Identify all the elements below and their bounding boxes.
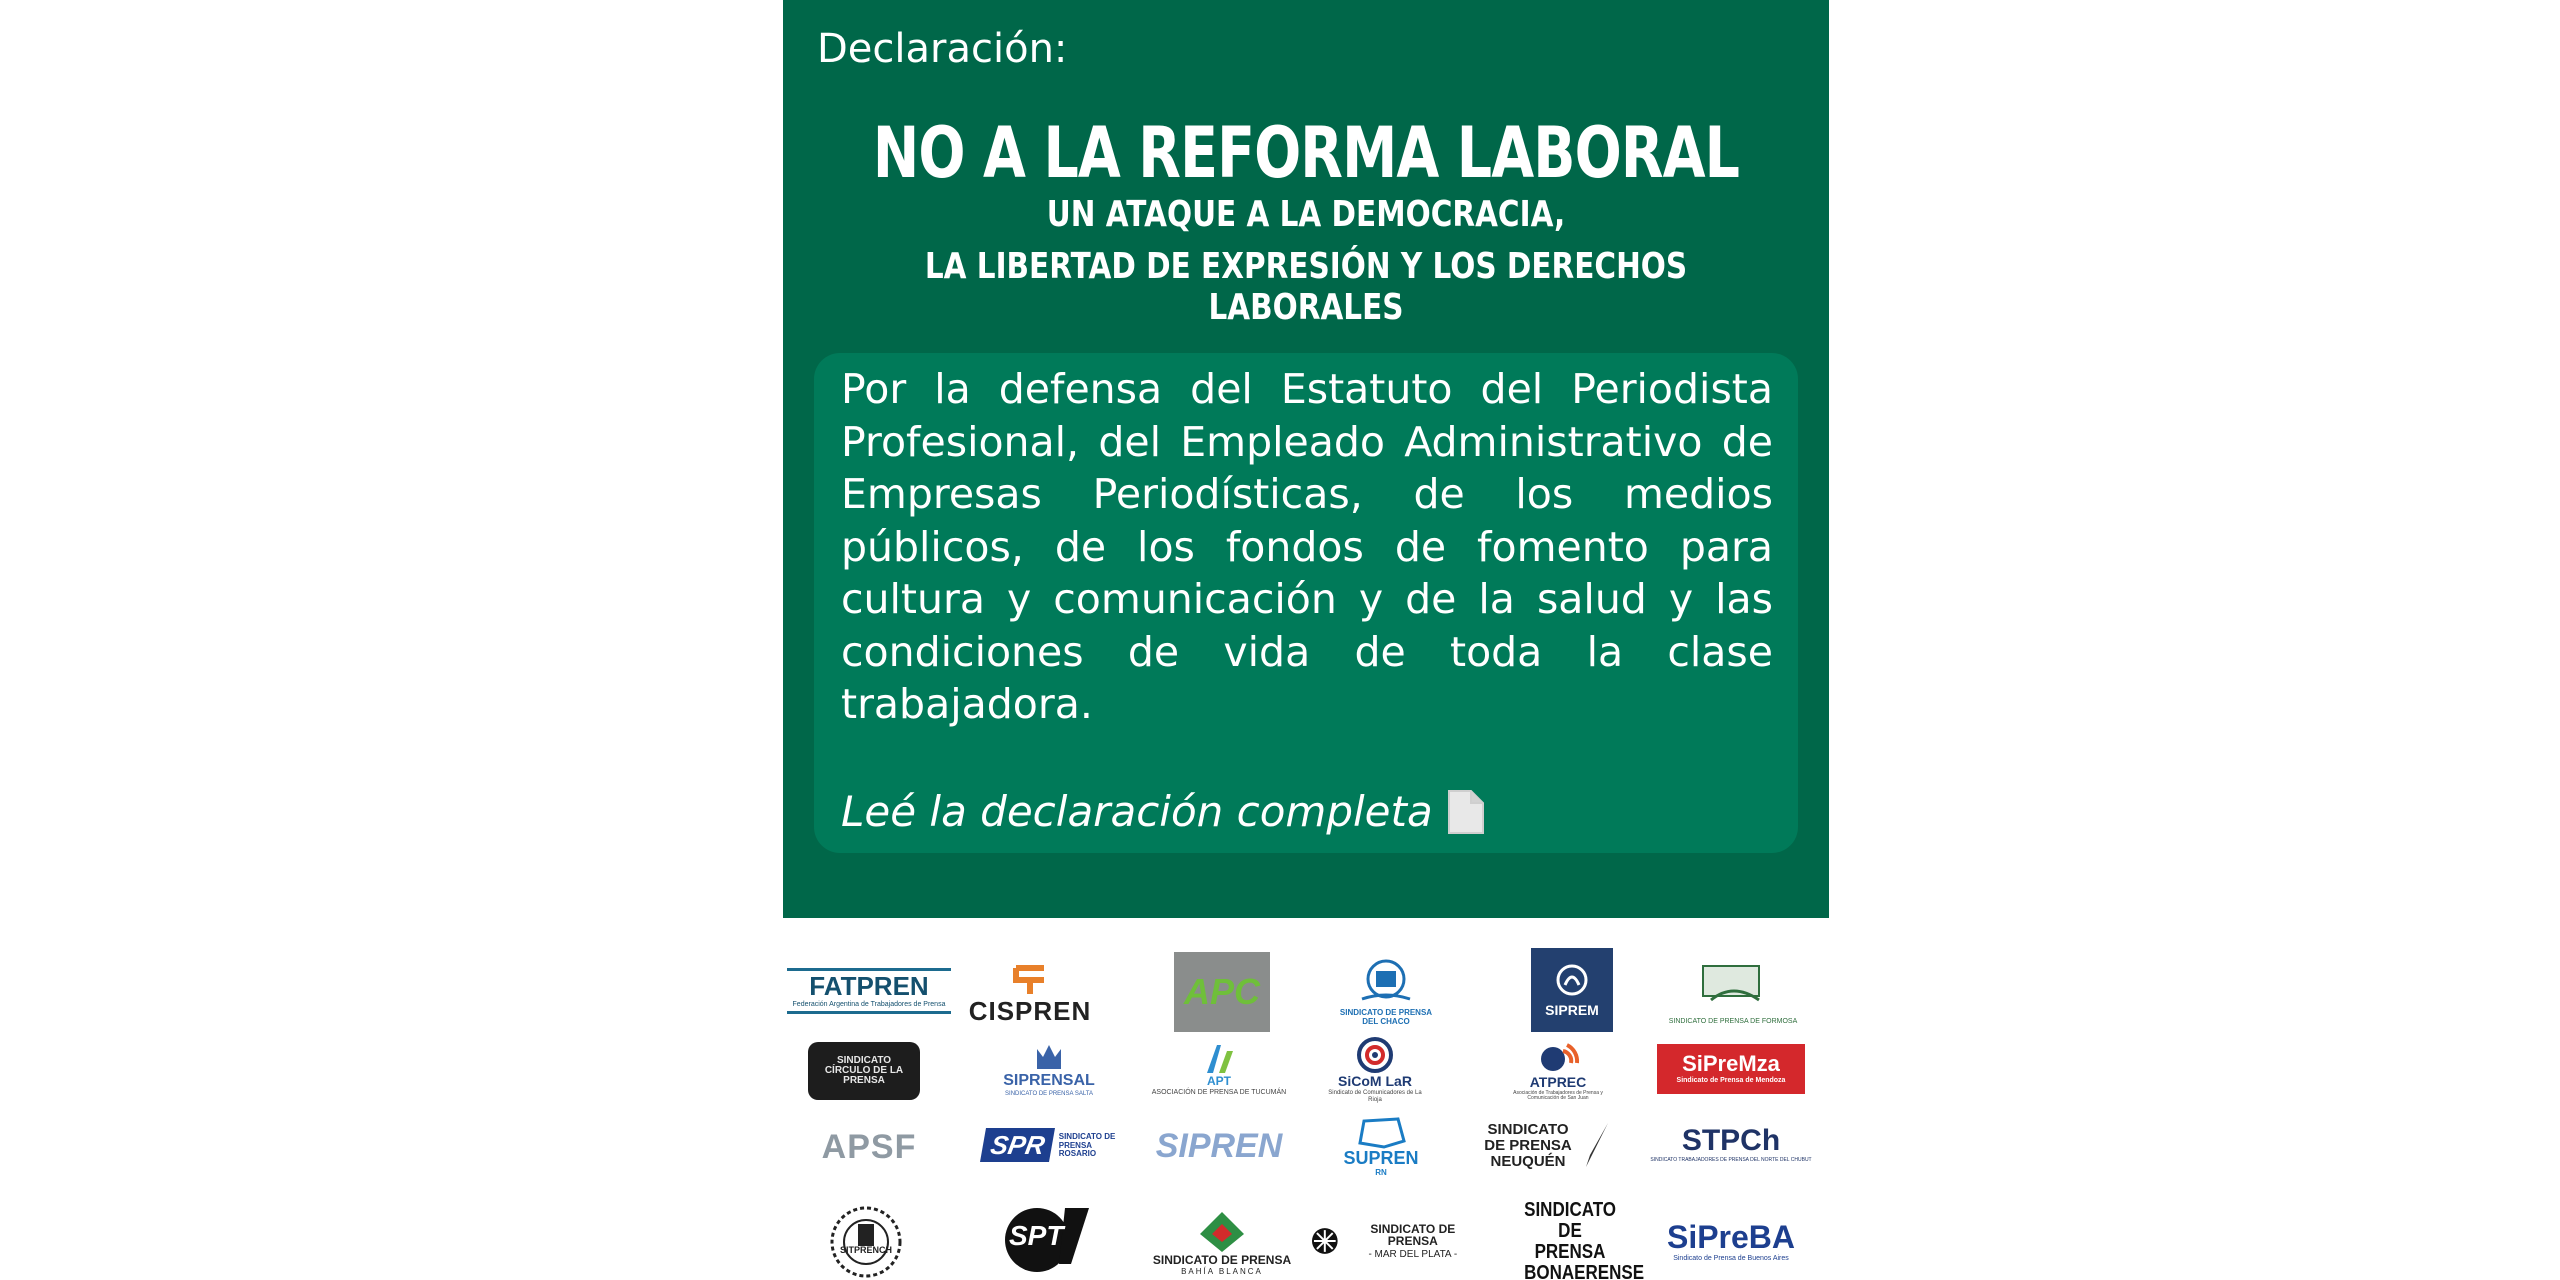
spr-logo xyxy=(971,1122,1131,1168)
apt-name: APT xyxy=(1207,1074,1231,1089)
mdp-name: SINDICATO DE PRENSA xyxy=(1370,1221,1456,1248)
mdp-wheel-icon xyxy=(1311,1227,1339,1255)
union-logos xyxy=(783,930,1829,1280)
apt-logo xyxy=(1149,1034,1289,1104)
formosa-logo xyxy=(1663,950,1803,1036)
supren-map-icon xyxy=(1354,1115,1408,1149)
supren-tagline: RN xyxy=(1375,1167,1387,1177)
declaration-poster xyxy=(783,0,1829,918)
declaration-body: Por la defensa del Estatuto del Periodista Profesional, del Empleado Administrativo de Empresas Periodísticas, de los medios públicos, de los fondos de fomento para cultura y comunicación y de la salud y las condiciones de vida de toda la clase trabajadora. xyxy=(841,365,1773,728)
neuquen-logo xyxy=(1473,1116,1613,1176)
sipreba-tagline: Sindicato de Prensa de Buenos Aires xyxy=(1673,1255,1789,1263)
bahia-tagline: BAHÍA BLANCA xyxy=(1181,1266,1263,1276)
sicomlar-target-icon xyxy=(1356,1036,1394,1074)
declaration-label: Declaración: xyxy=(817,26,1068,72)
read-full-declaration-link[interactable] xyxy=(841,787,1485,836)
apt-emblem-icon xyxy=(1199,1041,1239,1075)
apsf-logo xyxy=(797,1122,941,1172)
bonaerense-logo xyxy=(1515,1199,1645,1280)
chaco-logo xyxy=(1331,950,1441,1034)
atprec-tagline: Asociación de Trabajadores de Prensa y Comunicación de San Juan xyxy=(1513,1089,1603,1101)
chaco-emblem-icon xyxy=(1358,957,1414,1007)
fatpren-name: FATPREN xyxy=(809,971,929,1002)
fatpren-logo xyxy=(787,968,951,1014)
spt-logo xyxy=(999,1202,1099,1278)
sipreba-logo xyxy=(1655,1214,1807,1270)
sitprench-name: SITPRENCH xyxy=(839,1245,892,1255)
sipremza-logo xyxy=(1657,1044,1805,1094)
bahia-diamond-icon xyxy=(1196,1210,1248,1254)
bonaerense-name: SINDICATO DE PRENSA BONAERENSE xyxy=(1524,1199,1645,1280)
cispren-logo xyxy=(968,954,1092,1034)
sipreba-name: SiPreBA xyxy=(1666,1219,1796,1256)
spr-tagline: SINDICATO DE PRENSA ROSARIO xyxy=(1058,1131,1116,1159)
sitprench-seal-icon xyxy=(828,1204,904,1280)
siprensal-tagline: SINDICATO DE PRENSA SALTA xyxy=(1005,1090,1093,1097)
stpch-logo xyxy=(1649,1120,1813,1170)
apsf-name: APSF xyxy=(821,1128,917,1166)
fatpren-tagline: Federación Argentina de Trabajadores de Prensa xyxy=(792,1001,946,1009)
sicomlar-tagline: Sindicato de Comunicadores de La Rioja xyxy=(1328,1090,1422,1103)
circulo-logo xyxy=(805,1038,923,1104)
stpch-tagline: SINDICATO TRABAJADORES DE PRENSA DEL NORTE DEL CHUBUT xyxy=(1650,1157,1812,1164)
spt-name: SPT xyxy=(1009,1220,1064,1251)
neuquen-name: SINDICATO DE PRENSA NEUQUÉN xyxy=(1484,1121,1572,1170)
sipren-logo xyxy=(1149,1116,1289,1176)
stpch-name: STPCh xyxy=(1681,1124,1781,1158)
neuquen-quill-icon xyxy=(1580,1121,1610,1171)
sipremza-name: SiPreMza xyxy=(1682,1051,1780,1077)
chaco-tagline: SINDICATO DE PRENSA DEL CHACO xyxy=(1339,1008,1433,1026)
sipren-name: SIPREN xyxy=(1155,1127,1283,1165)
atprec-name: ATPREC xyxy=(1529,1073,1587,1090)
apc-name: APC xyxy=(1183,971,1260,1012)
formosa-tagline: SINDICATO DE PRENSA DE FORMOSA xyxy=(1668,1018,1798,1026)
supren-name: SUPREN xyxy=(1343,1147,1419,1168)
bahia-logo xyxy=(1149,1200,1295,1280)
circulo-name: SINDICATO CÍRCULO DE LA PRENSA xyxy=(824,1055,904,1086)
siprensal-crown-icon xyxy=(1034,1041,1064,1073)
atprec-logo xyxy=(1503,1024,1613,1112)
supren-logo xyxy=(1331,1108,1431,1184)
sipremza-tagline: Sindicato de Prensa de Mendoza xyxy=(1676,1077,1786,1085)
bahia-name: SINDICATO DE PRENSA xyxy=(1152,1252,1292,1267)
cispren-emblem-icon xyxy=(1010,964,1050,998)
apt-tagline: ASOCIACIÓN DE PRENSA DE TUCUMÁN xyxy=(1151,1089,1287,1097)
siprensal-logo xyxy=(1001,1034,1097,1104)
apc-logo xyxy=(1174,952,1270,1032)
subheadline-2: LA LIBERTAD DE EXPRESIÓN Y LOS DERECHOS LABORALES xyxy=(924,246,1688,328)
atprec-signal-icon xyxy=(1533,1035,1583,1075)
declaration-card xyxy=(814,353,1798,853)
sitprench-logo xyxy=(823,1200,909,1280)
mdp-logo xyxy=(1311,1216,1481,1266)
siprensal-name: SIPRENSAL xyxy=(1003,1071,1095,1089)
formosa-emblem-icon xyxy=(1693,960,1773,1016)
siprem-logo xyxy=(1531,948,1613,1032)
document-icon xyxy=(1447,789,1485,835)
sicomlar-name: SiCoM LaR xyxy=(1338,1073,1412,1090)
read-full-declaration-label: Leé la declaración completa xyxy=(841,787,1433,836)
siprem-emblem-icon xyxy=(1555,963,1589,997)
cispren-name: CISPREN xyxy=(968,996,1092,1026)
mdp-tagline: - MAR DEL PLATA - xyxy=(1368,1248,1458,1260)
sicomlar-logo xyxy=(1327,1034,1423,1106)
headline: NO A LA REFORMA LABORAL xyxy=(872,112,1740,194)
spr-name: SPR xyxy=(988,1130,1048,1160)
siprem-name: SIPREM xyxy=(1545,1002,1599,1018)
subheadline-1: UN ATAQUE A LA DEMOCRACIA, xyxy=(1046,194,1566,235)
